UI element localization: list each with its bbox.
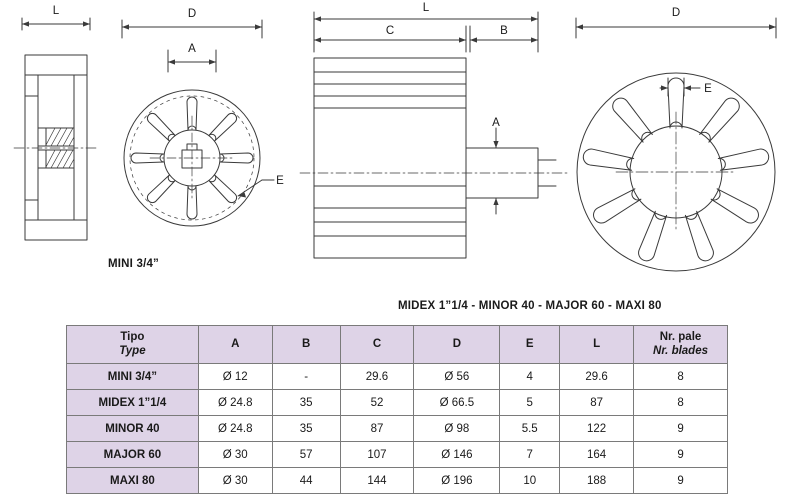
cell-d: Ø 196 [414, 468, 500, 494]
table-row [67, 416, 728, 442]
label-front-D: D [187, 8, 197, 20]
cell-e: 4 [500, 364, 560, 390]
view-side-section [14, 18, 98, 240]
cell-a: Ø 12 [198, 364, 272, 390]
label-front-A: A [188, 43, 196, 55]
cell-l: 122 [560, 416, 634, 442]
caption-group: MIDEX 1”1/4 - MINOR 40 - MAJOR 60 - MAXI 80 [398, 300, 662, 312]
cell-c: 52 [340, 390, 414, 416]
cell-d: Ø 66.5 [414, 390, 500, 416]
caption-mini: MINI 3/4” [108, 258, 160, 270]
cell-l: 164 [560, 442, 634, 468]
label-side-L: L [52, 5, 60, 17]
table-row [67, 390, 728, 416]
cell-type: MIDEX 1”1/4 [67, 390, 199, 416]
view-front-large [576, 18, 776, 271]
cell-c: 29.6 [340, 364, 414, 390]
cell-blades: 9 [634, 416, 728, 442]
header-b: B [272, 326, 340, 364]
cell-c: 87 [340, 416, 414, 442]
cell-e: 5 [500, 390, 560, 416]
header-type [67, 326, 199, 364]
table-header-row [67, 326, 728, 364]
label-mid-L: L [422, 2, 430, 14]
header-d: D [414, 326, 500, 364]
cell-blades: 8 [634, 364, 728, 390]
cell-l: 87 [560, 390, 634, 416]
cell-d: Ø 56 [414, 364, 500, 390]
header-blades [634, 326, 728, 364]
label-right-D: D [671, 7, 681, 19]
label-mid-A: A [492, 117, 500, 129]
cell-e: 5.5 [500, 416, 560, 442]
view-front-mini [122, 20, 274, 226]
cell-d: Ø 98 [414, 416, 500, 442]
cell-type: MINI 3/4” [67, 364, 199, 390]
cell-type: MAXI 80 [67, 468, 199, 494]
header-blades-line2: Nr. blades [653, 344, 708, 357]
cell-b: 35 [272, 390, 340, 416]
header-l: L [560, 326, 634, 364]
cell-a: Ø 30 [198, 442, 272, 468]
header-blades-line1: Nr. pale [659, 331, 702, 344]
cell-c: 144 [340, 468, 414, 494]
cell-c: 107 [340, 442, 414, 468]
table-row [67, 442, 728, 468]
label-mid-B: B [500, 25, 508, 37]
cell-blades: 9 [634, 468, 728, 494]
header-c: C [340, 326, 414, 364]
label-mid-C: C [385, 25, 395, 37]
cell-blades: 9 [634, 442, 728, 468]
specification-table [66, 325, 728, 494]
cell-e: 10 [500, 468, 560, 494]
header-e: E [500, 326, 560, 364]
cell-d: Ø 146 [414, 442, 500, 468]
cell-type: MAJOR 60 [67, 442, 199, 468]
table-row [67, 468, 728, 494]
label-front-E: E [276, 175, 284, 187]
cell-e: 7 [500, 442, 560, 468]
header-type-line1: Tipo [120, 331, 145, 344]
header-a: A [198, 326, 272, 364]
cell-a: Ø 24.8 [198, 416, 272, 442]
cell-b: 57 [272, 442, 340, 468]
view-body-shaft [300, 12, 570, 258]
cell-l: 188 [560, 468, 634, 494]
table-row [67, 364, 728, 390]
cell-blades: 8 [634, 390, 728, 416]
cell-a: Ø 30 [198, 468, 272, 494]
cell-b: 44 [272, 468, 340, 494]
header-type-line2: Type [119, 344, 146, 357]
label-right-E: E [704, 83, 712, 95]
cell-a: Ø 24.8 [198, 390, 272, 416]
cell-type: MINOR 40 [67, 416, 199, 442]
cell-b: 35 [272, 416, 340, 442]
cell-l: 29.6 [560, 364, 634, 390]
cell-b: - [272, 364, 340, 390]
